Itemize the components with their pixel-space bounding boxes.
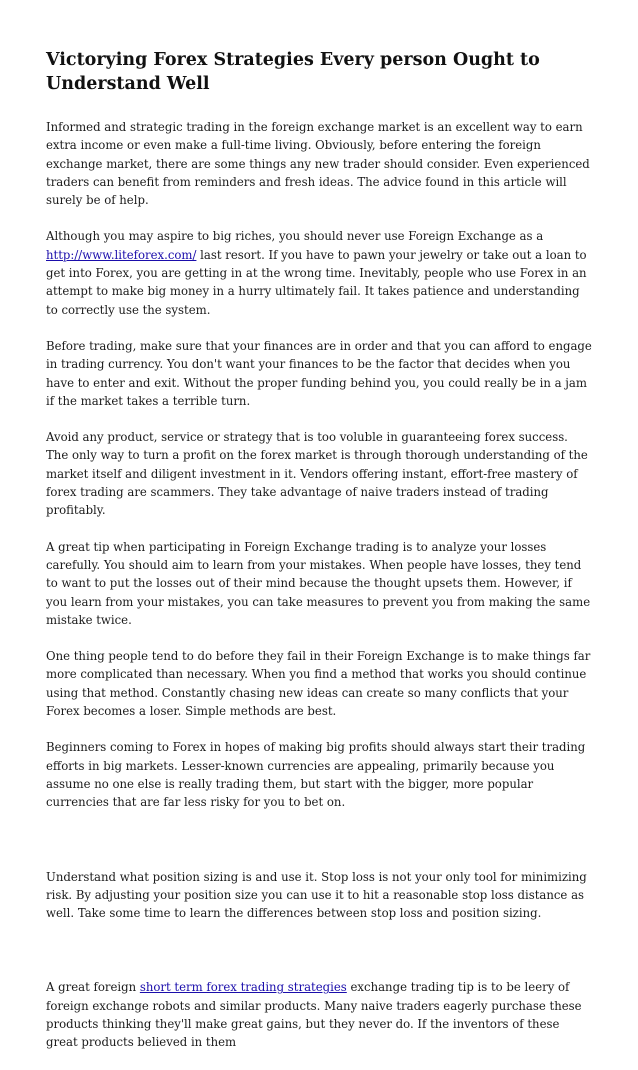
paragraph-big-markets: Beginners coming to Forex in hopes of making big profits should always start their trading efforts in big markets. Lesser-known currencies are appealing, primarily because you assume no one else is really trading them, but start with the bigger, more popular currencies that are far less risky for you to bet on.: [46, 740, 586, 810]
paragraph-position-sizing: Understand what position sizing is and use it. Stop loss is not your only tool for minimizing risk. By adjusting your position size you can use it to hit a reasonable stop loss distance as well. Take some time to learn the differences between stop loss and position sizing.: [46, 869, 587, 921]
document-title: Victorying Forex Strategies Every person Ought to Understand Well: [46, 50, 540, 94]
paragraph-finances: Before trading, make sure that your finances are in order and that you can afford to engage in trading currency. You don't want your finances to be the factor that decides when you have to enter and exit. Without the proper funding behind you, you could really be in a jam if the market takes a terrible turn.: [46, 338, 592, 408]
document-page: [46, 48, 592, 1070]
paragraph-text: Although you may aspire to big riches, you should never use Foreign Exchange as a: [46, 229, 544, 244]
paragraph-text: A great foreign: [46, 980, 140, 995]
liteforex-link[interactable]: http://www.liteforex.com/: [46, 247, 197, 262]
paragraph-intro: Informed and strategic trading in the foreign exchange market is an excellent way to earn extra income or even make a full-time living. Obviously, before entering the foreign exchange market, there are some things any new trader should consider. Even experienced traders can benefit from reminders and fresh ideas. The advice found in this article will surely be of help.: [46, 120, 590, 208]
paragraph-text: last resort. If you have to pawn your jewelry or take out a loan to get into Forex, you are getting in at the wrong time. Inevitably, people who use Forex in an attempt to make big money in a hurry ultimately fail. It takes patience and understanding to correctly use the system.: [46, 247, 587, 317]
strategies-link[interactable]: short term forex trading strategies: [139, 980, 347, 995]
paragraph-analyze-losses: A great tip when participating in Foreign Exchange trading is to analyze your losses carefully. You should aim to learn from your mistakes. When people have losses, they tend to want to put the losses out of their mind because the thought upsets them. However, if you learn from your mistakes, you can take measures to prevent you from making the same mistake twice.: [46, 539, 591, 627]
paragraph-text: exchange trading tip is to be leery of foreign exchange robots and similar products. Many naive traders eagerly purchase these products thinking they'll make great gains, but they never do. If the inventors of these great products believed in them: [46, 980, 582, 1050]
paragraph-robots: [46, 978, 592, 1051]
paragraph-riches: [46, 227, 592, 318]
paragraph-avoid-products: Avoid any product, service or strategy that is too voluble in guaranteeing forex success. The only way to turn a profit on the forex market is through thorough understanding of the market itself and diligent investment in it. Vendors offering instant, effort-free mastery of forex trading are scammers. They take advantage of naive traders instead of trading profitably.: [46, 430, 588, 518]
paragraph-simple-methods: One thing people tend to do before they fail in their Foreign Exchange is to make things far more complicated than necessary. When you find a method that works you should continue using that method. Constantly chasing new ideas can create so many conflicts that your Forex becomes a loser. Simple methods are best.: [46, 649, 591, 719]
